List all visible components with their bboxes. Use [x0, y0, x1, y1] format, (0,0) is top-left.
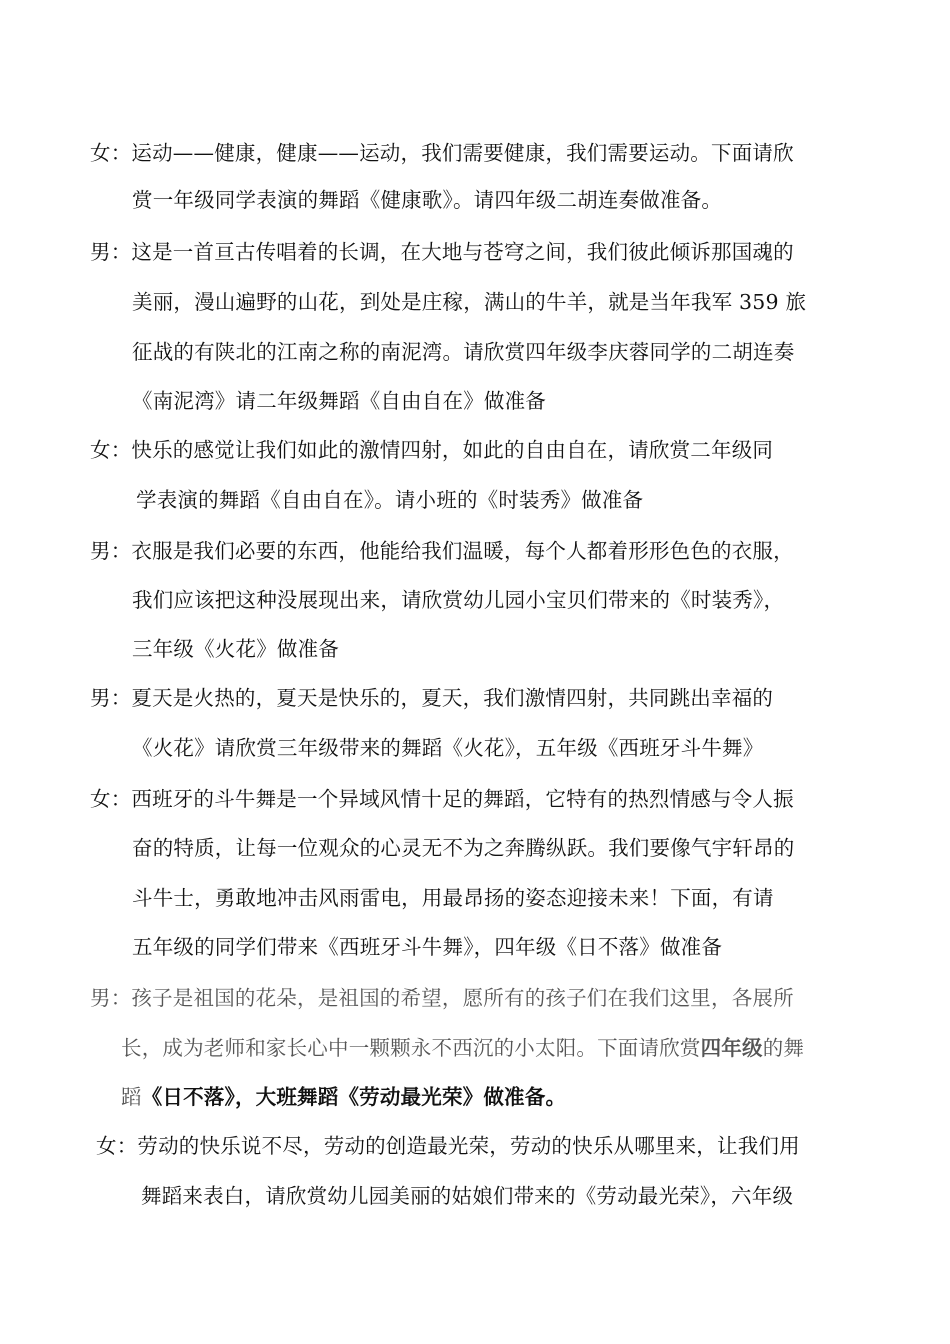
speaker-label: 女：	[96, 1134, 138, 1158]
dialogue-text: 运动——健康，健康——运动，我们需要健康，我们需要运动。下面请欣	[131, 141, 794, 165]
dialogue-text: 赏一年级同学表演的舞蹈《健康歌》。请四年级二胡连奏做准备。	[132, 188, 723, 212]
speaker-label: 女：	[90, 141, 132, 165]
paragraph-5-line-2	[132, 733, 763, 763]
dialogue-text: 《火花》请欣赏三年级带来的舞蹈《火花》，五年级《西班牙斗牛舞》	[132, 736, 764, 760]
speaker-label: 女：	[90, 438, 132, 462]
paragraph-7-line-1	[90, 983, 794, 1013]
paragraph-1-line-2	[132, 185, 722, 215]
paragraph-6-line-2	[132, 833, 794, 863]
dialogue-text: 斗牛士，勇敢地冲击风雨雷电，用最昂扬的姿态迎接未来！下面，有请	[132, 886, 774, 910]
dialogue-text: 这是一首亘古传唱着的长调，在大地与苍穹之间，我们彼此倾诉那国魂的	[131, 240, 794, 264]
paragraph-7-line-3	[121, 1082, 566, 1112]
paragraph-6-line-1	[90, 784, 794, 814]
emphasized-text: 四年级	[700, 1036, 763, 1060]
paragraph-4-line-3	[132, 634, 339, 664]
paragraph-2-line-2	[132, 287, 806, 317]
dialogue-text: 长，成为老师和家长心中一颗颗永不西沉的小太阳。下面请欣赏	[121, 1036, 701, 1060]
dialogue-text: 的舞	[762, 1036, 805, 1060]
dialogue-text: 征战的有陕北的江南之称的南泥湾。请欣赏四年级李庆蓉同学的二胡连奏	[132, 340, 795, 364]
emphasized-text: 《日不落》，大班舞蹈《劳动最光荣》做准备。	[141, 1085, 567, 1109]
dialogue-text: 孩子是祖国的花朵，是祖国的希望，愿所有的孩子们在我们这里，各展所	[131, 986, 794, 1010]
speaker-label: 男：	[90, 539, 132, 563]
speaker-label: 男：	[90, 240, 132, 264]
paragraph-1-line-1	[90, 138, 794, 168]
dialogue-text: 劳动的快乐说不尽，劳动的创造最光荣，劳动的快乐从哪里来，让我们用	[137, 1134, 800, 1158]
paragraph-8-line-2	[141, 1181, 793, 1211]
speaker-label: 女：	[90, 787, 132, 811]
dialogue-text: 蹈	[121, 1085, 142, 1109]
paragraph-4-line-2	[132, 585, 784, 615]
paragraph-3-line-2	[136, 485, 643, 515]
paragraph-2-line-3	[132, 337, 794, 367]
paragraph-8-line-1	[96, 1131, 800, 1161]
paragraph-2-line-4	[132, 386, 546, 416]
paragraph-6-line-4	[132, 932, 722, 962]
dialogue-text: 奋的特质，让每一位观众的心灵无不为之奔腾纵跃。我们要像气宇轩昂的	[132, 836, 795, 860]
speaker-label: 男：	[90, 986, 132, 1010]
paragraph-6-line-3	[132, 883, 774, 913]
paragraph-2-line-1	[90, 237, 794, 267]
dialogue-text: 衣服是我们必要的东西，他能给我们温暖，每个人都着形形色色的衣服，	[131, 539, 794, 563]
dialogue-text: 夏天是火热的，夏天是快乐的，夏天，我们激情四射，共同跳出幸福的	[131, 686, 774, 710]
dialogue-text: 快乐的感觉让我们如此的激情四射，如此的自由自在，请欣赏二年级同	[131, 438, 774, 462]
paragraph-7-line-2	[121, 1033, 804, 1063]
paragraph-4-line-1	[90, 536, 794, 566]
paragraph-5-line-1	[90, 683, 773, 713]
dialogue-text: 美丽，漫山遍野的山花，到处是庄稼，满山的牛羊，就是当年我军 359 旅	[132, 290, 807, 314]
dialogue-text: 《南泥湾》请二年级舞蹈《自由自在》做准备	[132, 389, 546, 413]
dialogue-text: 舞蹈来表白，请欣赏幼儿园美丽的姑娘们带来的《劳动最光荣》，六年级	[141, 1184, 794, 1208]
dialogue-text: 三年级《火花》做准备	[132, 637, 339, 661]
speaker-label: 男：	[90, 686, 132, 710]
dialogue-text: 我们应该把这种没展现出来，请欣赏幼儿园小宝贝们带来的《时装秀》，	[132, 588, 785, 612]
paragraph-3-line-1	[90, 435, 773, 465]
dialogue-text: 西班牙的斗牛舞是一个异域风情十足的舞蹈，它特有的热烈情感与令人振	[131, 787, 794, 811]
dialogue-text: 学表演的舞蹈《自由自在》。请小班的《时装秀》做准备	[136, 488, 644, 512]
dialogue-text: 五年级的同学们带来《西班牙斗牛舞》，四年级《日不落》做准备	[132, 935, 723, 959]
